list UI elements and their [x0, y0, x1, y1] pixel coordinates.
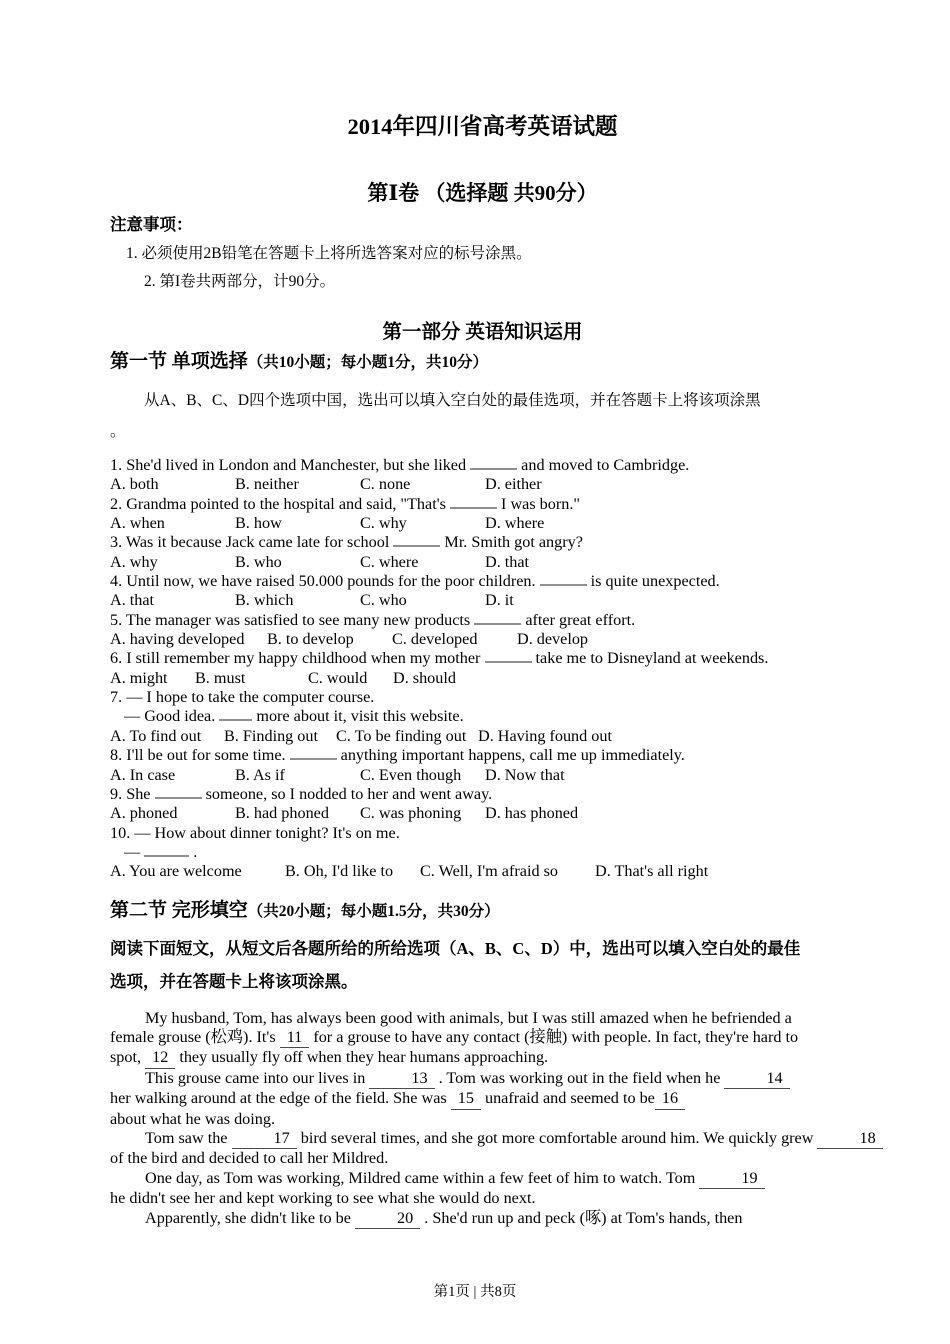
answer-blank [470, 456, 517, 470]
stem-text: 4. Until now, we have raised 50.000 pounds for the poor children. [110, 572, 540, 591]
question-7-line2 [110, 707, 855, 726]
notice-item-1: 1. 必须使用2B铅笔在答题卡上将所选答案对应的标号涂黑。 [126, 245, 532, 262]
passage-text: One day, as Tom was working, Mildred came within a few feet of him to watch. Tom [145, 1168, 700, 1187]
option-c: C. who [360, 591, 407, 610]
question-5-options [110, 630, 855, 649]
option-d: D. it [485, 591, 514, 610]
answer-blank [155, 785, 202, 799]
passage-text: . She'd run up and peck (啄) at Tom's hands, then [420, 1208, 743, 1227]
passage-text: Apparently, she didn't like to be [145, 1208, 356, 1227]
section2-title [110, 898, 855, 925]
section1-instruction [110, 385, 855, 447]
option-a: A. might [110, 668, 168, 687]
question-6-options [110, 669, 855, 688]
numbered-blank-19: 19 [699, 1169, 764, 1189]
question-9-options [110, 804, 855, 823]
option-b: B. As if [235, 765, 285, 784]
stem-text: and moved to Cambridge. [517, 456, 690, 474]
passage-line [110, 1169, 855, 1189]
passage-line [110, 1048, 855, 1068]
passage-line [110, 1189, 855, 1208]
option-c: C. would [308, 668, 368, 687]
passage-text: he didn't see her and kept working to see what she would do next. [110, 1189, 536, 1208]
stem-text: 2. Grandma pointed to the hospital and said, "That's [110, 494, 450, 513]
part1-heading: 第一部分 英语知识运用 [382, 322, 583, 343]
section2-instruction [110, 932, 855, 998]
section1-title [110, 349, 855, 376]
notice-heading: 注意事项： [110, 215, 193, 234]
option-c: C. where [360, 552, 419, 571]
passage-line [110, 1089, 855, 1109]
question-10-line2 [110, 843, 855, 862]
option-d: D. should [393, 668, 456, 687]
answer-blank [290, 746, 337, 760]
stem-text: after great effort. [521, 610, 636, 629]
option-c: C. was phoning [360, 804, 462, 823]
passage-line [110, 1209, 855, 1229]
option-c: C. To be finding out [336, 726, 467, 745]
question-5-stem [110, 611, 855, 630]
option-d: D. where [485, 514, 545, 533]
numbered-blank-17: 17 [232, 1129, 297, 1149]
option-b: B. Finding out [224, 726, 318, 745]
passage-text: about what he was doing. [110, 1109, 275, 1128]
option-a: A. To find out [110, 726, 202, 745]
stem-text: 5. The manager was satisfied to see many new products [110, 610, 475, 629]
passage-text: they usually fly off when they hear humans approaching. [175, 1048, 549, 1067]
option-d: D. Having found out [478, 726, 612, 745]
numbered-blank-18: 18 [817, 1129, 882, 1149]
option-b: B. which [235, 591, 294, 610]
exam-title: 2014年四川省高考英语试题 [347, 114, 618, 139]
passage-line [110, 1009, 855, 1028]
passage-text: spot, [110, 1048, 146, 1067]
option-a: A. In case [110, 765, 176, 784]
passage-line [110, 1069, 855, 1089]
stem-text: 3. Was it because Jack came late for school [110, 533, 394, 552]
stem-text: I was born." [496, 494, 581, 513]
passage-text: of the bird and decided to call her Mildred. [110, 1149, 389, 1168]
option-b: B. Oh, I'd like to [285, 862, 394, 881]
stem-text: 7. — I hope to take the computer course. [110, 688, 375, 707]
stem-text: is quite unexpected. [586, 572, 720, 591]
passage-line [110, 1028, 855, 1048]
question-1-stem [110, 456, 855, 475]
option-c: C. why [360, 514, 407, 533]
numbered-blank-14: 14 [724, 1069, 789, 1089]
option-b: B. must [195, 668, 246, 687]
question-1-options [110, 475, 855, 494]
option-b: B. how [235, 514, 282, 533]
passage-text: . Tom was working out in the field when he [434, 1068, 725, 1087]
question-7-options [110, 727, 855, 746]
numbered-blank-11: 11 [280, 1028, 310, 1048]
answer-blank [450, 495, 497, 509]
passage-line [110, 1149, 855, 1168]
page-footer: 第1页 | 共8页 [433, 1284, 517, 1300]
answer-blank [474, 611, 521, 625]
passage-text: bird several times, and she got more comfortable around him. We quickly grew [296, 1129, 818, 1147]
option-c: C. none [360, 475, 411, 494]
stem-text: 8. I'll be out for some time. [110, 746, 290, 765]
option-b: B. who [235, 552, 282, 571]
option-d: D. either [485, 475, 542, 494]
question-6-stem [110, 649, 855, 668]
cloze-passage [110, 1008, 876, 1229]
option-d: D. that [485, 552, 530, 571]
answer-blank [393, 533, 440, 547]
stem-text: 6. I still remember my happy childhood when my mother [110, 649, 485, 668]
question-3-stem [110, 533, 855, 552]
numbered-blank-16: 16 [655, 1089, 685, 1109]
stem-text: someone, so I nodded to her and went away. [201, 784, 493, 803]
stem-text: — Good idea. [124, 707, 220, 726]
option-a: A. why [110, 552, 158, 571]
question-10-options [110, 862, 855, 881]
stem-text: Mr. Smith got angry? [440, 533, 583, 552]
section2-instruction-line1: 阅读下面短文，从短文后各题所给的所给选项（A、B、C、D）中，选出可以填入空白处的最佳 [110, 938, 801, 958]
passage-text: This grouse came into our lives in [145, 1068, 370, 1087]
section1-instruction-tail: 。 [110, 423, 126, 440]
passage-text: female grouse (松鸡). It's [110, 1027, 280, 1046]
passage-text: My husband, Tom, has always been good with animals, but I was still amazed when he befriended a [145, 1008, 792, 1027]
section2-instruction-line2: 选项，并在答题卡上将该项涂黑。 [110, 971, 358, 991]
option-a: A. phoned [110, 804, 178, 823]
passage-line [110, 1110, 855, 1129]
stem-text: more about it, visit this website. [252, 707, 464, 726]
numbered-blank-15: 15 [451, 1089, 481, 1109]
passage-text: unafraid and seemed to be [480, 1089, 655, 1108]
question-8-options [110, 766, 855, 785]
option-d: D. That's all right [595, 862, 709, 881]
option-c: C. Even though [360, 765, 462, 784]
question-7-line1 [110, 688, 855, 707]
stem-text: 9. She [110, 784, 155, 803]
single-choice-questions [110, 456, 855, 882]
answer-blank [540, 572, 587, 586]
stem-text: — [124, 842, 145, 861]
question-2-options [110, 514, 855, 533]
question-3-options [110, 553, 855, 572]
answer-blank [144, 843, 189, 857]
numbered-blank-20: 20 [355, 1209, 420, 1229]
option-b: B. neither [235, 475, 299, 494]
volume-heading: 第Ⅰ卷 （选择题 共90分） [367, 181, 598, 205]
option-c: C. Well, I'm afraid so [420, 862, 558, 881]
option-b: B. had phoned [235, 804, 329, 823]
section2-title-main: 第二节 完形填空 [110, 899, 248, 921]
stem-text: 10. — How about dinner tonight? It's on me. [110, 823, 400, 842]
question-2-stem [110, 495, 855, 514]
option-d: D. develop [517, 630, 589, 649]
passage-text: Tom saw the [145, 1129, 232, 1147]
question-9-stem [110, 785, 855, 804]
stem-text: anything important happens, call me up immediately. [336, 746, 685, 765]
question-4-options [110, 591, 855, 610]
option-a: A. both [110, 475, 159, 494]
section1-title-note: （共10小题；每小题1分，共10分） [247, 354, 489, 371]
option-c: C. developed [392, 630, 478, 649]
question-4-stem [110, 572, 855, 591]
option-a: A. when [110, 514, 165, 533]
option-a: A. You are welcome [110, 862, 242, 881]
passage-line [110, 1129, 876, 1149]
question-10-line1 [110, 824, 855, 843]
passage-text: for a grouse to have any contact (接触) with people. In fact, they're hard to [309, 1027, 799, 1046]
numbered-blank-12: 12 [145, 1048, 175, 1068]
question-8-stem [110, 746, 855, 765]
stem-text: . [189, 842, 198, 861]
option-a: A. having developed [110, 630, 245, 649]
passage-text: her walking around at the edge of the field. She was [110, 1089, 451, 1108]
answer-blank [219, 707, 252, 721]
option-d: D. Now that [485, 765, 565, 784]
section1-title-main: 第一节 单项选择 [110, 351, 248, 372]
stem-text: take me to Disneyland at weekends. [531, 649, 769, 668]
answer-blank [485, 649, 532, 663]
option-b: B. to develop [267, 630, 354, 649]
option-d: D. has phoned [485, 804, 579, 823]
option-a: A. that [110, 591, 155, 610]
section2-title-note: （共20小题；每小题1.5分，共30分） [247, 902, 500, 920]
stem-text: 1. She'd lived in London and Manchester, but she liked [110, 456, 471, 474]
numbered-blank-13: 13 [369, 1069, 434, 1089]
section1-instruction-text: 从A、B、C、D四个选项中国，选出可以填入空白处的最佳选项，并在答题卡上将该项涂黑 [144, 392, 761, 409]
notice-item-2: 2. 第I卷共两部分，计90分。 [144, 273, 336, 290]
